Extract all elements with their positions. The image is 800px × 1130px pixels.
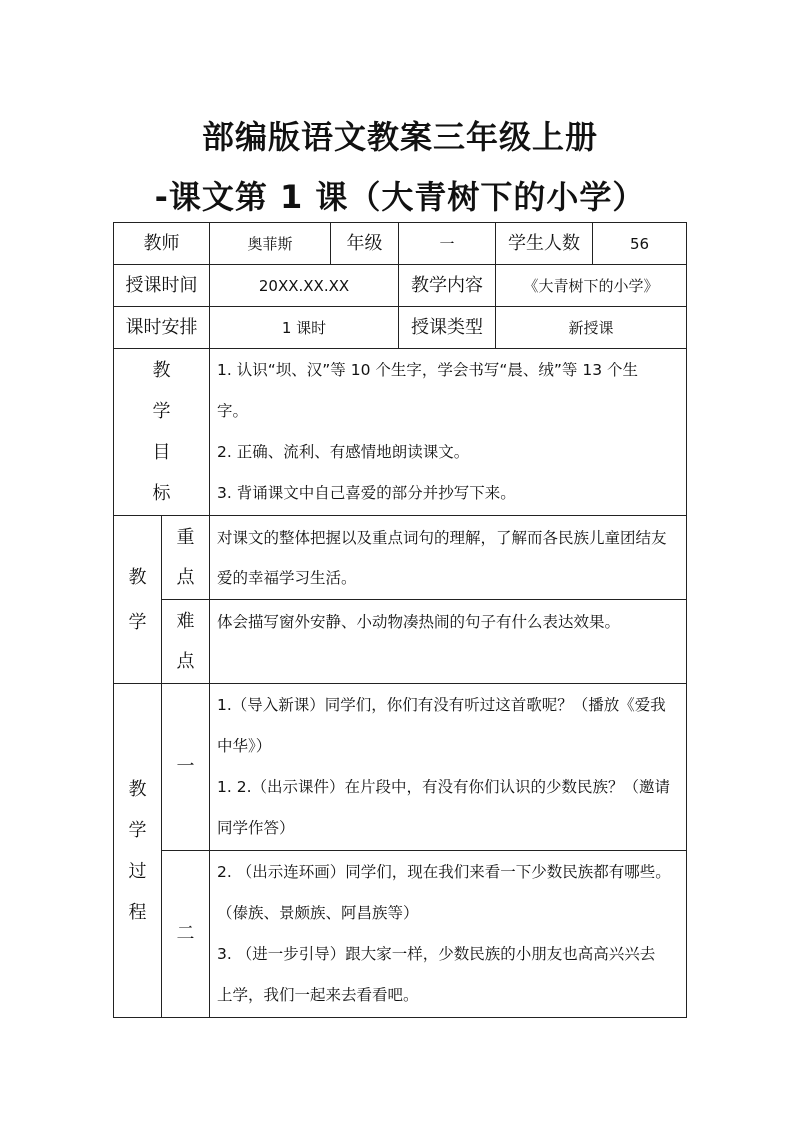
process-step-1-line: 1.（导入新课）同学们，你们有没有听过这首歌呢？（播放《爱我 [217, 696, 666, 714]
process-label-char: 学 [128, 819, 147, 841]
document-title-line-1: 部编版语文教案三年级上册 [201, 118, 598, 156]
difficult-point-label-char: 点 [176, 650, 195, 672]
difficult-point-label-char: 难 [176, 610, 195, 632]
process-step-2-row [114, 851, 687, 1018]
content-label: 教学内容 [399, 265, 496, 307]
process-step-1-label: 一 [162, 684, 210, 851]
process-step-2-line: （傣族、景颇族、阿昌族等） [217, 904, 419, 922]
teacher-value: 奥菲斯 [210, 223, 331, 265]
document-title-line-2: -课文第 1 课（大青树下的小学） [154, 178, 646, 216]
objectives-label-char: 学 [152, 401, 171, 422]
key-point-row [114, 516, 687, 600]
difficult-point-label [162, 600, 210, 684]
process-step-2-label: 二 [162, 851, 210, 1018]
content-value: 《大青树下的小学》 [496, 265, 687, 307]
difficult-point-row [114, 600, 687, 684]
objectives-label-char: 目 [152, 442, 171, 463]
info-row-1 [114, 223, 687, 265]
hours-label: 课时安排 [114, 307, 210, 349]
process-step-2-text [210, 851, 687, 1018]
lesson-plan-table [113, 222, 687, 1018]
time-label: 授课时间 [114, 265, 210, 307]
objectives-text [210, 349, 687, 516]
key-point-text [210, 516, 687, 600]
key-point-label-char: 点 [176, 566, 195, 588]
hours-value: 1 课时 [210, 307, 399, 349]
objectives-line: 2. 正确、流利、有感情地朗读课文。 [217, 443, 470, 461]
objectives-line: 3. 背诵课文中自己喜爱的部分并抄写下来。 [217, 484, 516, 502]
key-point-label-char: 重 [176, 526, 195, 548]
key-point-line: 爱的幸福学习生活。 [217, 569, 357, 587]
process-step-1-text [210, 684, 687, 851]
process-step-2-line: 2. （出示连环画）同学们，现在我们来看一下少数民族都有哪些。 [217, 863, 671, 881]
students-label: 学生人数 [496, 223, 593, 265]
process-step-1-row [114, 684, 687, 851]
objectives-label-char: 教 [152, 360, 171, 381]
type-value: 新授课 [496, 307, 687, 349]
process-step-1-line: 中华》） [217, 737, 272, 755]
info-row-2 [114, 265, 687, 307]
process-step-2-line: 上学，我们一起来去看看吧。 [217, 986, 419, 1004]
info-row-3 [114, 307, 687, 349]
objectives-label [114, 349, 210, 516]
process-step-2-line: 3. （进一步引导）跟大家一样，少数民族的小朋友也高高兴兴去 [217, 945, 656, 963]
objectives-line: 1. 认识“坝、汉”等 10 个生字，学会书写“晨、绒”等 13 个生 [217, 361, 638, 379]
process-step-1-line: 同学作答） [217, 819, 295, 837]
focus-label-char: 教 [128, 566, 147, 588]
focus-label [114, 516, 162, 684]
difficult-point-text [210, 600, 687, 684]
process-label-char: 过 [128, 860, 147, 882]
process-label [114, 684, 162, 1018]
grade-value: 一 [399, 223, 496, 265]
objectives-label-char: 标 [152, 483, 171, 504]
process-label-char: 教 [128, 778, 147, 800]
type-label: 授课类型 [399, 307, 496, 349]
process-label-char: 程 [128, 901, 147, 923]
objectives-row [114, 349, 687, 516]
process-step-1-line: 1. 2.（出示课件）在片段中，有没有你们认识的少数民族？（邀请 [217, 778, 671, 796]
grade-label: 年级 [331, 223, 399, 265]
key-point-label [162, 516, 210, 600]
teacher-label: 教师 [114, 223, 210, 265]
focus-label-char: 学 [128, 611, 147, 633]
time-value: 20XX.XX.XX [210, 265, 399, 307]
difficult-point-line: 体会描写窗外安静、小动物凑热闹的句子有什么表达效果。 [217, 613, 621, 631]
objectives-line: 字。 [217, 402, 249, 420]
students-value: 56 [593, 223, 687, 265]
key-point-line: 对课文的整体把握以及重点词句的理解，了解而各民族儿童团结友 [217, 529, 667, 547]
